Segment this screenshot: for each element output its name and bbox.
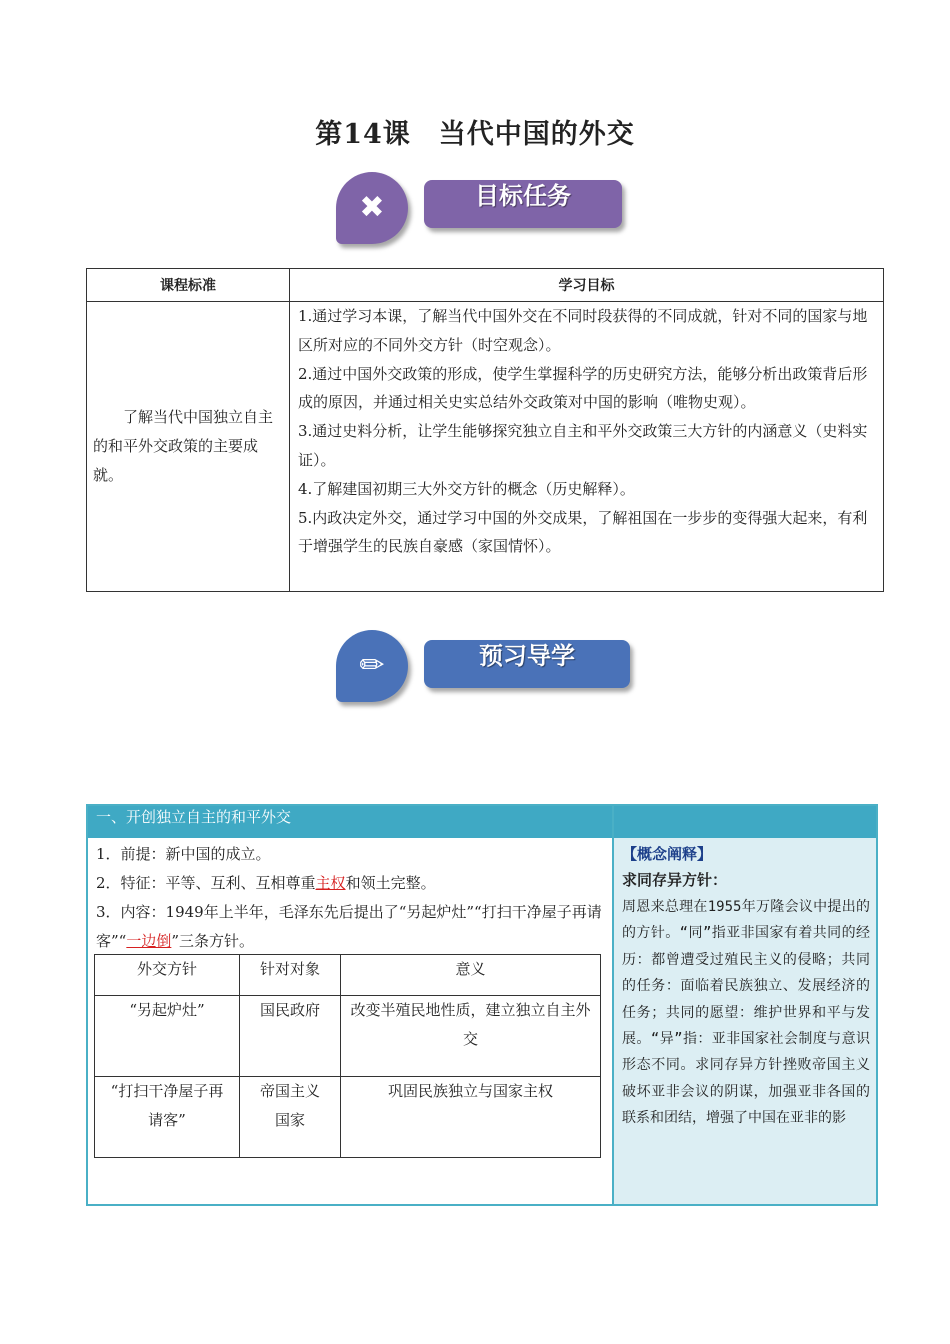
section-heading-side (614, 806, 876, 838)
col-header: 外交方针 (95, 955, 240, 996)
preview-badge (336, 630, 408, 702)
goal-item: 3.通过史料分析，让学生能够探究独立自主和平外交政策三大方针的内涵意义（史料实证）。 (298, 422, 868, 469)
objectives-table (86, 268, 884, 592)
col-header: 针对对象 (240, 955, 341, 996)
header-goals: 学习目标 (290, 269, 884, 302)
goal-item: 1.通过学习本课，了解当代中国外交在不同时段获得的不同成就，针对不同的国家与地区所对应的不同外交方针（时空观念）。 (298, 307, 868, 354)
pencil-icon: ✏ (359, 648, 385, 683)
objectives-badge (336, 172, 408, 244)
concept-panel (614, 838, 876, 1204)
goal-item: 2.通过中国外交政策的形成，使学生掌握科学的历史研究方法，能够分析出政策背后形成的原因，并通过相关史实总结外交政策对中国的影响（唯物史观）。 (298, 364, 868, 412)
course-standard: 了解当代中国独立自主的和平外交政策的主要成就。 (87, 302, 290, 592)
concept-term: 求同存异方针： (622, 871, 728, 889)
concept-label: 【概念阐释】 (622, 845, 713, 863)
page-title: 第14课 当代中国的外交 (315, 119, 635, 150)
answer-sovereignty: 主权 (315, 874, 346, 892)
policy-table (94, 954, 601, 1158)
goal-item: 5.内政决定外交，通过学习中国的外交成果，了解祖国在一步步的变得强大起来，有利于增强学生的民族自豪感（家国情怀）。 (298, 508, 868, 556)
concept-text: 周恩来总理在1955年万隆会议中提出的的方针。“同”指亚非国家有着共同的经历：都曾遭受过殖民主义的侵略；共同的任务：面临着民族独立、发展经济的任务；共同的愿望：维护世界和平与发展。“异”指：亚非国家社会制度与意识形态不同。求同存异方针挫败帝国主义破坏亚非会议的阴谋，加强亚非各国的联系和团结，增强了中国在亚非的影 (622, 899, 870, 1127)
header-standard: 课程标准 (87, 269, 290, 302)
objectives-banner: 目标任务 (424, 180, 622, 228)
section-heading: 一、开创独立自主的和平外交 (88, 806, 612, 838)
col-header: 意义 (341, 955, 601, 996)
preview-banner: 预习导学 (424, 640, 630, 688)
table-row: “打扫干净屋子再请客” 帝国主义国家 巩固民族独立与国家主权 (95, 1077, 601, 1158)
learning-goals (290, 302, 884, 592)
preview-content (96, 840, 610, 956)
item-premise: 1．前提：新中国的成立。 (96, 845, 271, 863)
goal-item: 4.了解建国初期三大外交方针的概念（历史解释）。 (298, 479, 635, 498)
table-row: “另起炉灶” 国民政府 改变半殖民地性质，建立独立自主外交 (95, 996, 601, 1077)
answer-lean-to-one-side: 一边倒 (126, 932, 172, 950)
item-content: 3．内容：1949年上半年，毛泽东先后提出了“另起炉灶”“打扫干净屋子再请客”“一边倒”三条方针。 (96, 903, 602, 950)
item-features: 2．特征：平等、互利、互相尊重主权和领土完整。 (96, 874, 436, 892)
close-icon: ✖ (359, 190, 385, 225)
